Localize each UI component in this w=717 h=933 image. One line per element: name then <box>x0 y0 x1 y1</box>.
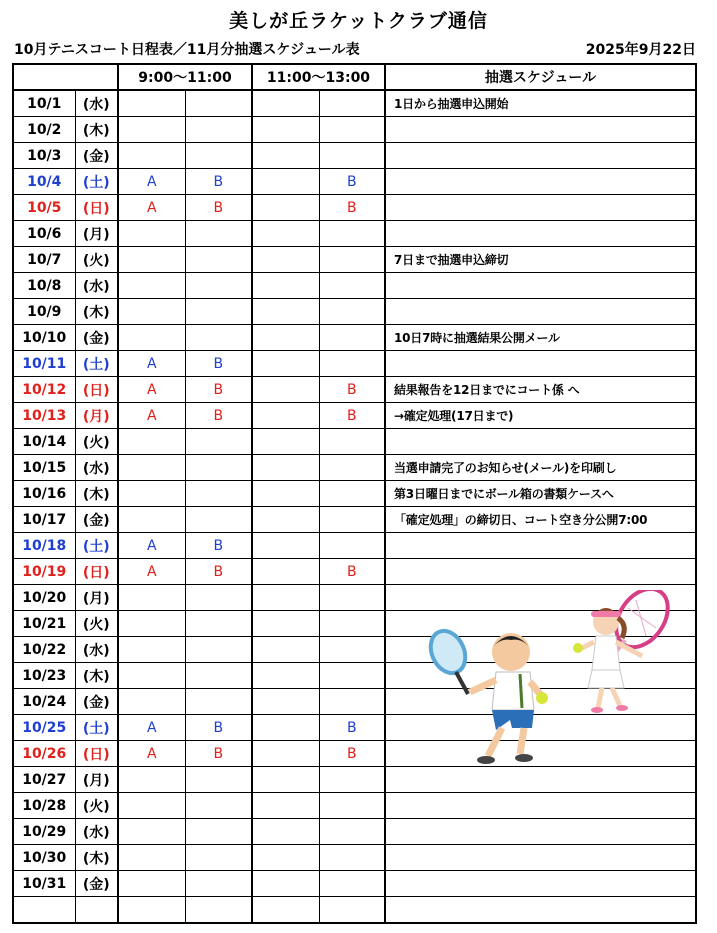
weekday-cell: (土) <box>75 351 118 377</box>
header-row <box>13 64 696 90</box>
weekday-cell: (金) <box>75 871 118 897</box>
slot2-court-b: B <box>319 169 385 195</box>
slot2-court-a <box>252 663 319 689</box>
slot2-court-a <box>252 273 319 299</box>
table-row <box>13 481 696 507</box>
slot1-court-b: B <box>185 403 252 429</box>
tennis-players-illustration <box>416 590 676 770</box>
schedule-note: →確定処理(17日まで) <box>385 403 696 429</box>
table-row <box>13 533 696 559</box>
schedule-note <box>385 533 696 559</box>
slot1-court-b <box>185 845 252 871</box>
date-cell: 10/11 <box>13 351 75 377</box>
weekday-cell <box>75 897 118 924</box>
slot1-court-b <box>185 897 252 924</box>
male-player-icon <box>424 625 548 764</box>
header-date-blank <box>13 64 118 90</box>
weekday-cell: (木) <box>75 299 118 325</box>
slot1-court-a <box>118 429 185 455</box>
slot1-court-b <box>185 481 252 507</box>
slot2-court-a <box>252 377 319 403</box>
slot1-court-a: A <box>118 741 185 767</box>
slot1-court-a <box>118 455 185 481</box>
table-row <box>13 195 696 221</box>
slot1-court-a <box>118 767 185 793</box>
slot2-court-b <box>319 871 385 897</box>
date-cell: 10/3 <box>13 143 75 169</box>
slot1-court-b: B <box>185 741 252 767</box>
slot2-court-b <box>319 533 385 559</box>
slot1-court-a <box>118 325 185 351</box>
weekday-cell: (木) <box>75 845 118 871</box>
table-row <box>13 377 696 403</box>
slot2-court-a <box>252 403 319 429</box>
female-player-icon <box>573 590 676 713</box>
slot1-court-a <box>118 845 185 871</box>
slot2-court-b <box>319 897 385 924</box>
slot1-court-a <box>118 90 185 117</box>
weekday-cell: (月) <box>75 585 118 611</box>
schedule-note: 1日から抽選申込開始 <box>385 90 696 117</box>
date-cell: 10/29 <box>13 819 75 845</box>
schedule-note <box>385 273 696 299</box>
slot1-court-b <box>185 299 252 325</box>
weekday-cell: (水) <box>75 819 118 845</box>
weekday-cell: (水) <box>75 455 118 481</box>
weekday-cell: (月) <box>75 767 118 793</box>
slot1-court-b <box>185 247 252 273</box>
weekday-cell: (水) <box>75 637 118 663</box>
slot2-court-a <box>252 793 319 819</box>
slot1-court-b <box>185 871 252 897</box>
slot1-court-a <box>118 689 185 715</box>
slot1-court-a <box>118 221 185 247</box>
weekday-cell: (火) <box>75 611 118 637</box>
slot1-court-b: B <box>185 195 252 221</box>
slot1-court-a <box>118 143 185 169</box>
schedule-note: 当選申請完了のお知らせ(メール)を印刷し <box>385 455 696 481</box>
slot2-court-a <box>252 90 319 117</box>
table-row <box>13 247 696 273</box>
slot1-court-b: B <box>185 533 252 559</box>
date-cell: 10/18 <box>13 533 75 559</box>
slot1-court-a <box>118 793 185 819</box>
date-cell: 10/9 <box>13 299 75 325</box>
slot1-court-b <box>185 585 252 611</box>
date-cell: 10/5 <box>13 195 75 221</box>
schedule-note <box>385 429 696 455</box>
schedule-note <box>385 767 696 793</box>
slot1-court-b <box>185 767 252 793</box>
slot2-court-a <box>252 689 319 715</box>
table-row <box>13 325 696 351</box>
date-cell: 10/24 <box>13 689 75 715</box>
date-cell: 10/4 <box>13 169 75 195</box>
slot1-court-a <box>118 897 185 924</box>
weekday-cell: (火) <box>75 247 118 273</box>
weekday-cell: (日) <box>75 741 118 767</box>
slot2-court-a <box>252 481 319 507</box>
slot2-court-b <box>319 767 385 793</box>
slot2-court-b: B <box>319 715 385 741</box>
slot2-court-a <box>252 611 319 637</box>
slot2-court-a <box>252 299 319 325</box>
slot1-court-b <box>185 663 252 689</box>
date-cell: 10/30 <box>13 845 75 871</box>
date-cell: 10/25 <box>13 715 75 741</box>
slot2-court-a <box>252 585 319 611</box>
schedule-table <box>12 63 697 924</box>
slot1-court-b <box>185 689 252 715</box>
date-cell: 10/19 <box>13 559 75 585</box>
schedule-note: 「確定処理」の締切日、コート空き分公開7:00 <box>385 507 696 533</box>
slot1-court-b <box>185 793 252 819</box>
schedule-note: 結果報告を12日までにコート係 へ <box>385 377 696 403</box>
weekday-cell: (木) <box>75 117 118 143</box>
table-row <box>13 871 696 897</box>
slot1-court-a <box>118 247 185 273</box>
weekday-cell: (金) <box>75 507 118 533</box>
slot2-court-b <box>319 299 385 325</box>
slot2-court-b: B <box>319 741 385 767</box>
schedule-note <box>385 117 696 143</box>
slot2-court-b: B <box>319 559 385 585</box>
weekday-cell: (金) <box>75 143 118 169</box>
slot1-court-b <box>185 117 252 143</box>
slot1-court-a: A <box>118 533 185 559</box>
table-row <box>13 299 696 325</box>
slot2-court-b <box>319 819 385 845</box>
date-cell: 10/1 <box>13 90 75 117</box>
slot2-court-a <box>252 117 319 143</box>
date-cell: 10/6 <box>13 221 75 247</box>
slot1-court-a: A <box>118 715 185 741</box>
date-cell: 10/28 <box>13 793 75 819</box>
slot1-court-b <box>185 325 252 351</box>
date-cell: 10/13 <box>13 403 75 429</box>
slot2-court-b <box>319 637 385 663</box>
slot1-court-a <box>118 273 185 299</box>
slot1-court-a <box>118 637 185 663</box>
header-slot2: 11:00〜13:00 <box>252 64 385 90</box>
slot2-court-b <box>319 585 385 611</box>
slot1-court-a <box>118 585 185 611</box>
slot2-court-a <box>252 195 319 221</box>
slot2-court-a <box>252 247 319 273</box>
table-row <box>13 403 696 429</box>
date-cell: 10/20 <box>13 585 75 611</box>
slot2-court-a <box>252 741 319 767</box>
weekday-cell: (木) <box>75 663 118 689</box>
table-row <box>13 273 696 299</box>
slot2-court-b <box>319 143 385 169</box>
schedule-note <box>385 169 696 195</box>
slot1-court-a: A <box>118 403 185 429</box>
slot2-court-b: B <box>319 377 385 403</box>
date-cell: 10/16 <box>13 481 75 507</box>
slot2-court-a <box>252 559 319 585</box>
slot2-court-a <box>252 845 319 871</box>
slot2-court-a <box>252 507 319 533</box>
weekday-cell: (水) <box>75 90 118 117</box>
schedule-note <box>385 819 696 845</box>
date-cell: 10/27 <box>13 767 75 793</box>
slot1-court-b <box>185 429 252 455</box>
slot2-court-b <box>319 90 385 117</box>
slot2-court-b <box>319 663 385 689</box>
slot2-court-a <box>252 455 319 481</box>
schedule-note <box>385 559 696 585</box>
date-cell <box>13 897 75 924</box>
slot1-court-b: B <box>185 169 252 195</box>
date-cell: 10/17 <box>13 507 75 533</box>
date-cell: 10/15 <box>13 455 75 481</box>
slot1-court-a: A <box>118 559 185 585</box>
slot2-court-b <box>319 689 385 715</box>
slot2-court-a <box>252 351 319 377</box>
slot1-court-a <box>118 663 185 689</box>
header-slot1: 9:00〜11:00 <box>118 64 252 90</box>
weekday-cell: (月) <box>75 221 118 247</box>
issue-date: 2025年9月22日 <box>585 42 696 58</box>
slot1-court-b: B <box>185 351 252 377</box>
date-cell: 10/31 <box>13 871 75 897</box>
weekday-cell: (水) <box>75 273 118 299</box>
weekday-cell: (月) <box>75 403 118 429</box>
date-cell: 10/26 <box>13 741 75 767</box>
slot1-court-a <box>118 871 185 897</box>
slot2-court-a <box>252 169 319 195</box>
slot2-court-a <box>252 715 319 741</box>
slot1-court-a <box>118 299 185 325</box>
table-row <box>13 351 696 377</box>
slot1-court-a <box>118 507 185 533</box>
slot1-court-b <box>185 273 252 299</box>
table-row <box>13 455 696 481</box>
slot2-court-b <box>319 247 385 273</box>
schedule-note <box>385 351 696 377</box>
slot1-court-b <box>185 637 252 663</box>
slot1-court-a <box>118 117 185 143</box>
schedule-note <box>385 195 696 221</box>
slot2-court-b <box>319 273 385 299</box>
table-row <box>13 221 696 247</box>
slot1-court-b <box>185 221 252 247</box>
slot2-court-b <box>319 845 385 871</box>
table-row <box>13 117 696 143</box>
table-row <box>13 169 696 195</box>
slot2-court-b <box>319 793 385 819</box>
slot2-court-b <box>319 221 385 247</box>
date-cell: 10/10 <box>13 325 75 351</box>
slot2-court-a <box>252 143 319 169</box>
slot1-court-a <box>118 611 185 637</box>
slot2-court-a <box>252 897 319 924</box>
slot2-court-b: B <box>319 403 385 429</box>
slot2-court-a <box>252 221 319 247</box>
schedule-note <box>385 143 696 169</box>
table-row <box>13 845 696 871</box>
date-cell: 10/8 <box>13 273 75 299</box>
header-lottery-schedule: 抽選スケジュール <box>385 64 696 90</box>
slot1-court-a: A <box>118 195 185 221</box>
slot1-court-b <box>185 819 252 845</box>
weekday-cell: (火) <box>75 429 118 455</box>
table-row <box>13 767 696 793</box>
slot2-court-a <box>252 637 319 663</box>
schedule-note <box>385 845 696 871</box>
slot2-court-b <box>319 481 385 507</box>
table-row <box>13 143 696 169</box>
schedule-note: 10日7時に抽選結果公開メール <box>385 325 696 351</box>
slot1-court-b <box>185 455 252 481</box>
slot2-court-b: B <box>319 195 385 221</box>
weekday-cell: (土) <box>75 533 118 559</box>
schedule-note: 7日まで抽選申込締切 <box>385 247 696 273</box>
schedule-note <box>385 793 696 819</box>
schedule-note: 第3日曜日までにボール箱の書類ケースへ <box>385 481 696 507</box>
weekday-cell: (日) <box>75 559 118 585</box>
table-row <box>13 819 696 845</box>
slot2-court-a <box>252 533 319 559</box>
table-row <box>13 429 696 455</box>
weekday-cell: (火) <box>75 793 118 819</box>
table-row <box>13 559 696 585</box>
slot2-court-b <box>319 117 385 143</box>
slot1-court-b <box>185 611 252 637</box>
table-row <box>13 793 696 819</box>
table-row <box>13 507 696 533</box>
schedule-note <box>385 897 696 924</box>
weekday-cell: (土) <box>75 169 118 195</box>
slot1-court-b <box>185 90 252 117</box>
weekday-cell: (木) <box>75 481 118 507</box>
weekday-cell: (日) <box>75 377 118 403</box>
table-row <box>13 897 696 924</box>
slot1-court-b <box>185 507 252 533</box>
weekday-cell: (土) <box>75 715 118 741</box>
slot2-court-b <box>319 351 385 377</box>
date-cell: 10/22 <box>13 637 75 663</box>
schedule-note <box>385 221 696 247</box>
date-cell: 10/23 <box>13 663 75 689</box>
slot1-court-a: A <box>118 169 185 195</box>
weekday-cell: (金) <box>75 689 118 715</box>
date-cell: 10/14 <box>13 429 75 455</box>
slot2-court-b <box>319 325 385 351</box>
slot1-court-a: A <box>118 351 185 377</box>
schedule-subtitle: 10月テニスコート日程表／11月分抽選スケジュール表 <box>14 42 360 58</box>
slot2-court-a <box>252 767 319 793</box>
date-cell: 10/7 <box>13 247 75 273</box>
slot1-court-a: A <box>118 377 185 403</box>
slot1-court-a <box>118 481 185 507</box>
slot1-court-b: B <box>185 559 252 585</box>
date-cell: 10/2 <box>13 117 75 143</box>
slot1-court-b: B <box>185 377 252 403</box>
slot2-court-b <box>319 455 385 481</box>
slot2-court-a <box>252 819 319 845</box>
slot1-court-a <box>118 819 185 845</box>
schedule-note <box>385 871 696 897</box>
table-row <box>13 90 696 117</box>
schedule-note <box>385 299 696 325</box>
slot1-court-b: B <box>185 715 252 741</box>
slot2-court-a <box>252 871 319 897</box>
slot2-court-b <box>319 611 385 637</box>
slot2-court-b <box>319 507 385 533</box>
slot1-court-b <box>185 143 252 169</box>
slot2-court-b <box>319 429 385 455</box>
date-cell: 10/21 <box>13 611 75 637</box>
newsletter-title: 美しが丘ラケットクラブ通信 <box>229 10 488 32</box>
weekday-cell: (日) <box>75 195 118 221</box>
slot2-court-a <box>252 429 319 455</box>
slot2-court-a <box>252 325 319 351</box>
date-cell: 10/12 <box>13 377 75 403</box>
weekday-cell: (金) <box>75 325 118 351</box>
